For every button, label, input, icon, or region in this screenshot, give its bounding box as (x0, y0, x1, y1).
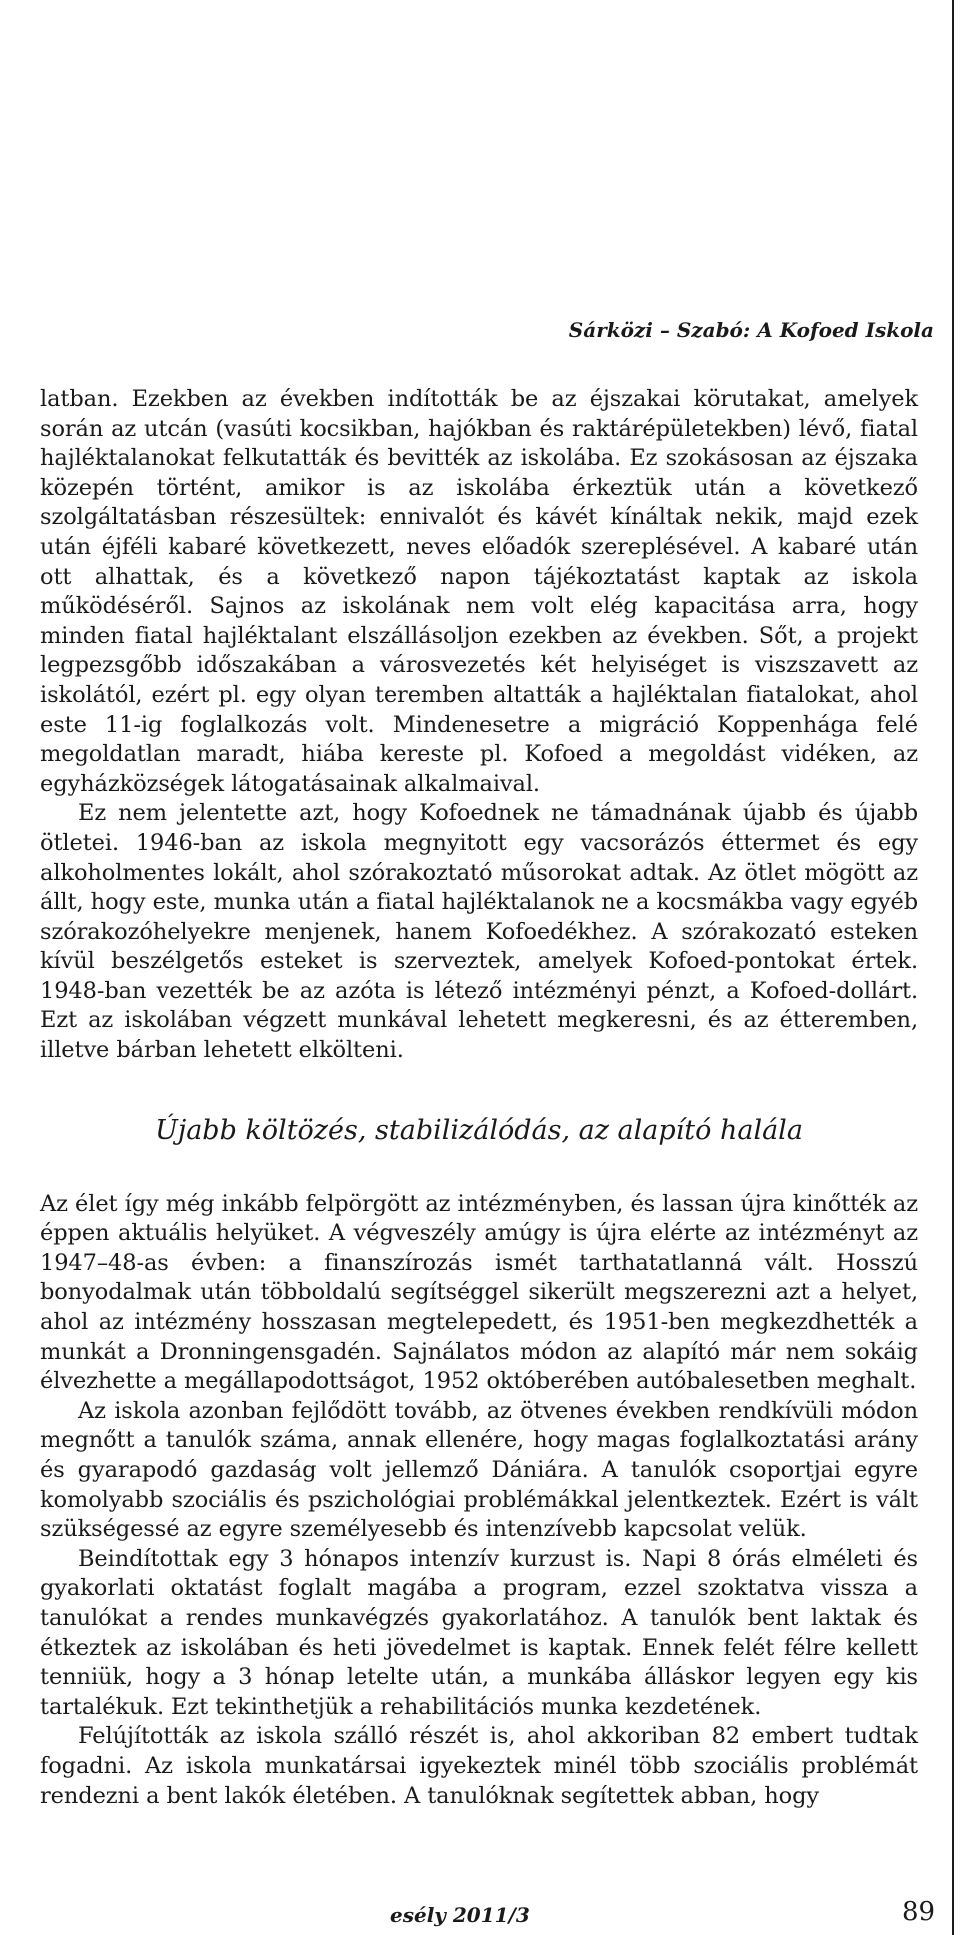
journal-footer: esély 2011/3 (390, 1903, 530, 1927)
paragraph: Felújították az iskola szálló részét is, ahol akkoriban 82 embert tudtak fogadni. Az iskola munkatársai igyekeztek minél több szociális problémát rendezni a bent lakók életében. A tanulóknak segítettek abban, hogy (40, 1723, 918, 1809)
paragraph: Az élet így még inkább felpörgött az intézményben, és lassan újra kinőtték az éppen aktuális helyüket. A végveszély amúgy is újra elérte az intézményt az 1947–48-as évben: a finanszírozás ismét tarthatatlanná vált. Hosszú bonyodalmak után többoldalú segítséggel sikerült megszerezni azt a helyet, ahol az intézmény hosszasan megtelepedett, és 1951-ben megkezdhették a munkát a Dronningensgadén. Sajnálatos módon az alapító már nem sokáig élvezhette a megállapodottságot, 1952 októberében autóbalesetben meghalt. (40, 1190, 918, 1395)
section-heading: Újabb költözés, stabilizálódás, az alapító halála (155, 1114, 803, 1146)
paragraph: Az iskola azonban fejlődött tovább, az ötvenes években rendkívüli módon megnőtt a tanulók száma, annak ellenére, hogy magas foglalkoztatási arány és gyarapodó gazdaság volt jellemző Dániára. A tanulók csoportjai egyre komolyabb szociális és pszichológiai problémákkal jelentkeztek. Ezért is vált szükségessé az egyre személyesebb és intenzívebb kapcsolat velük. (40, 1397, 918, 1543)
page-number: 89 (902, 1897, 936, 1927)
paragraph: latban. Ezekben az években indították be az éjszakai körutakat, amelyek során az utcán (vasúti kocsikban, hajókban és raktárépületekben) lévő, fiatal hajléktalanokat felkutatták és bevitték az iskolába. Ez szokásosan az éjszaka közepén történt, amikor is az iskolába érkeztük után a következő szolgáltatásban részesültek: ennivalót és kávét kínáltak nekik, majd ezek után éjféli kabaré következett, neves előadók szereplésével. A kabaré után ott alhattak, és a következő napon tájékoztatást kaptak az iskola működéséről. Sajnos az iskolának nem volt elég kapacitása arra, hogy minden fiatal hajléktalant elszállásoljon ezekben az években. Sőt, a projekt legpezsgőbb időszakában a városvezetés két helyiséget is viszszavett az iskolától, ezért pl. egy olyan teremben altatták a hajléktalan fiatalokat, ahol este 11-ig foglalkozás volt. Mindenesetre a migráció Koppenhága felé megoldatlan maradt, hiába kereste pl. Kofoed a megoldást vidéken, az egyházközségek látogatásainak alkalmaival. (40, 386, 918, 797)
margin-rule (952, 0, 954, 1935)
running-head: Sárközi – Szabó: A Kofoed Iskola (568, 318, 934, 342)
article-body (40, 385, 918, 1811)
paragraph: Ez nem jelentette azt, hogy Kofoednek ne támadnának újabb és újabb ötletei. 1946-ban az iskola megnyitott egy vacsorázós éttermet és egy alkoholmentes lokált, ahol szórakoztató műsorokat adtak. Az ötlet mögött az állt, hogy este, munka után a fiatal hajléktalanok ne a kocsmákba vagy egyéb szórakozóhelyekre menjenek, hanem Kofoedékhez. A szórakozató esteken kívül beszélgetős esteket is szerveztek, amelyek Kofoed-pontokat értek. 1948-ban vezették be az azóta is létező intézményi pénzt, a Kofoed-dollárt. Ezt az iskolában végzett munkával lehetett megkeresni, és az étteremben, illetve bárban lehetett elkölteni. (40, 800, 918, 1064)
paragraph: Beindítottak egy 3 hónapos intenzív kurzust is. Napi 8 órás elméleti és gyakorlati oktatást foglalt magába a program, ezzel szoktatva vissza a tanulókat a rendes munkavégzés gyakorlatához. A tanulók bent laktak és étkeztek az iskolában és heti jövedelmet is kaptak. Ennek felét félre kellett tenniük, hogy a 3 hónap letelte után, a munkába álláskor legyen egy kis tartalékuk. Ezt tekinthetjük a rehabilitációs munka kezdetének. (40, 1545, 918, 1720)
